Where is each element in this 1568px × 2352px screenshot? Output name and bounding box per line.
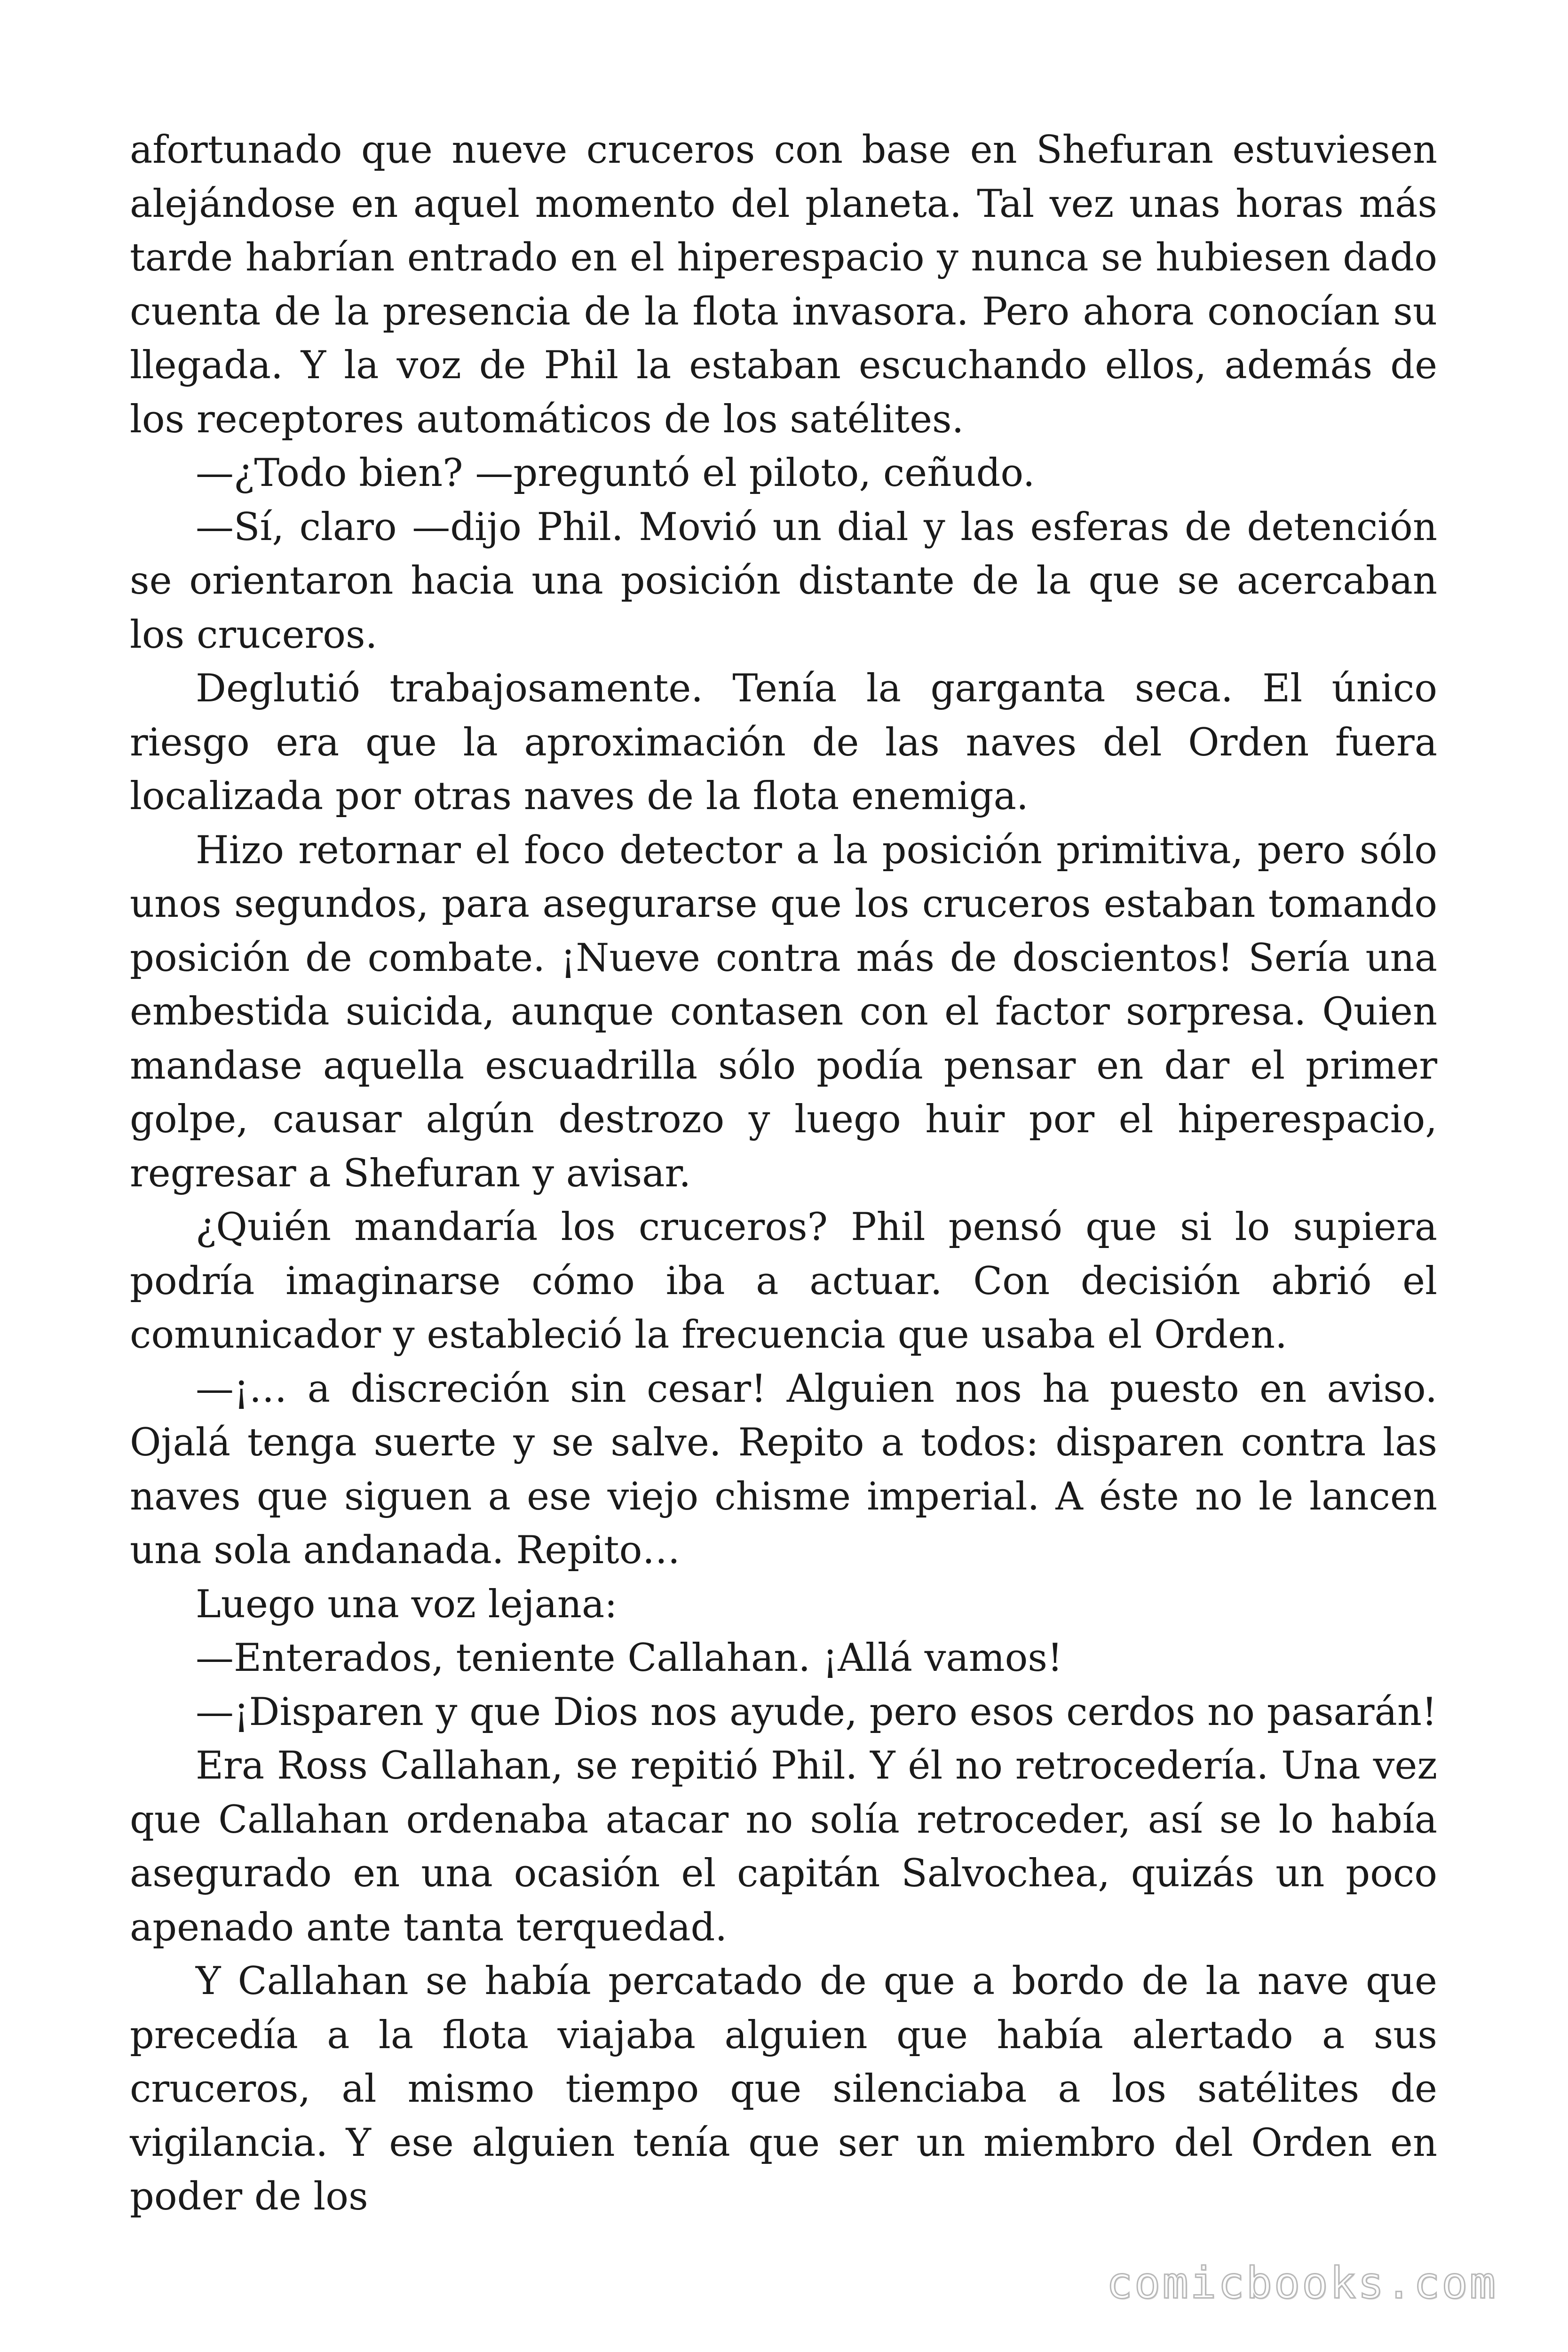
paragraph-2: —¿Todo bien? —preguntó el piloto, ceñudo. [196, 451, 1035, 495]
paragraph-9: —Enterados, teniente Callahan. ¡Allá vamos! [196, 1636, 1063, 1680]
paragraph-11: Era Ross Callahan, se repitió Phil. Y él no retrocedería. Una vez que Callahan ordenaba atacar no solía retroceder, así se lo había asegurado en una ocasión el capitán Salvochea, quizás un poco apenado ante tanta terquedad. [130, 1744, 1437, 1950]
paragraph-4: Deglutió trabajosamente. Tenía la garganta seca. El único riesgo era que la aproximación de las naves del Orden fuera localizada por otras naves de la flota enemiga. [130, 667, 1437, 818]
paragraph-1: afortunado que nueve cruceros con base en Shefuran estuviesen alejándose en aquel momento del planeta. Tal vez unas horas más tarde habrían entrado en el hiperespacio y nunca se hubiesen dado cuenta de la presencia de la flota invasora. Pero ahora conocían su llegada. Y la voz de Phil la estaban escuchando ellos, además de los receptores automáticos de los satélites. [130, 128, 1437, 442]
paragraph-7: —¡… a discreción sin cesar! Alguien nos ha puesto en aviso. Ojalá tenga suerte y se salve. Repito a todos: disparen contra las naves que siguen a ese viejo chisme imperial. A éste no le lancen una sola andanada. Repito… [130, 1367, 1437, 1573]
paragraph-12: Y Callahan se había percatado de que a bordo de la nave que precedía a la flota viajaba alguien que había alertado a sus cruceros, al mismo tiempo que silenciaba a los satélites de vigilancia. Y ese alguien tenía que ser un miembro del Orden en poder de los [130, 1959, 1437, 2219]
watermark: comicbooks.com [1106, 2258, 1497, 2308]
paragraph-3: —Sí, claro —dijo Phil. Movió un dial y las esferas de detención se orientaron hacia una posición distante de la que se acercaban los cruceros. [130, 505, 1437, 657]
paragraph-5: Hizo retornar el foco detector a la posición primitiva, pero sólo unos segundos, para asegurarse que los cruceros estaban tomando posición de combate. ¡Nueve contra más de doscientos! Sería una embestida suicida, aunque contasen con el factor sorpresa. Quien mandase aquella escuadrilla sólo podía pensar en dar el primer golpe, causar algún destrozo y luego huir por el hiperespacio, regresar a Shefuran y avisar. [130, 828, 1437, 1196]
paragraph-10: —¡Disparen y que Dios nos ayude, pero esos cerdos no pasarán! [196, 1690, 1437, 1734]
paragraph-6: ¿Quién mandaría los cruceros? Phil pensó que si lo supiera podría imaginarse cómo iba a actuar. Con decisión abrió el comunicador y estableció la frecuencia que usaba el Orden. [130, 1205, 1437, 1357]
paragraph-8: Luego una voz lejana: [196, 1582, 618, 1627]
body-text [130, 123, 1437, 2224]
